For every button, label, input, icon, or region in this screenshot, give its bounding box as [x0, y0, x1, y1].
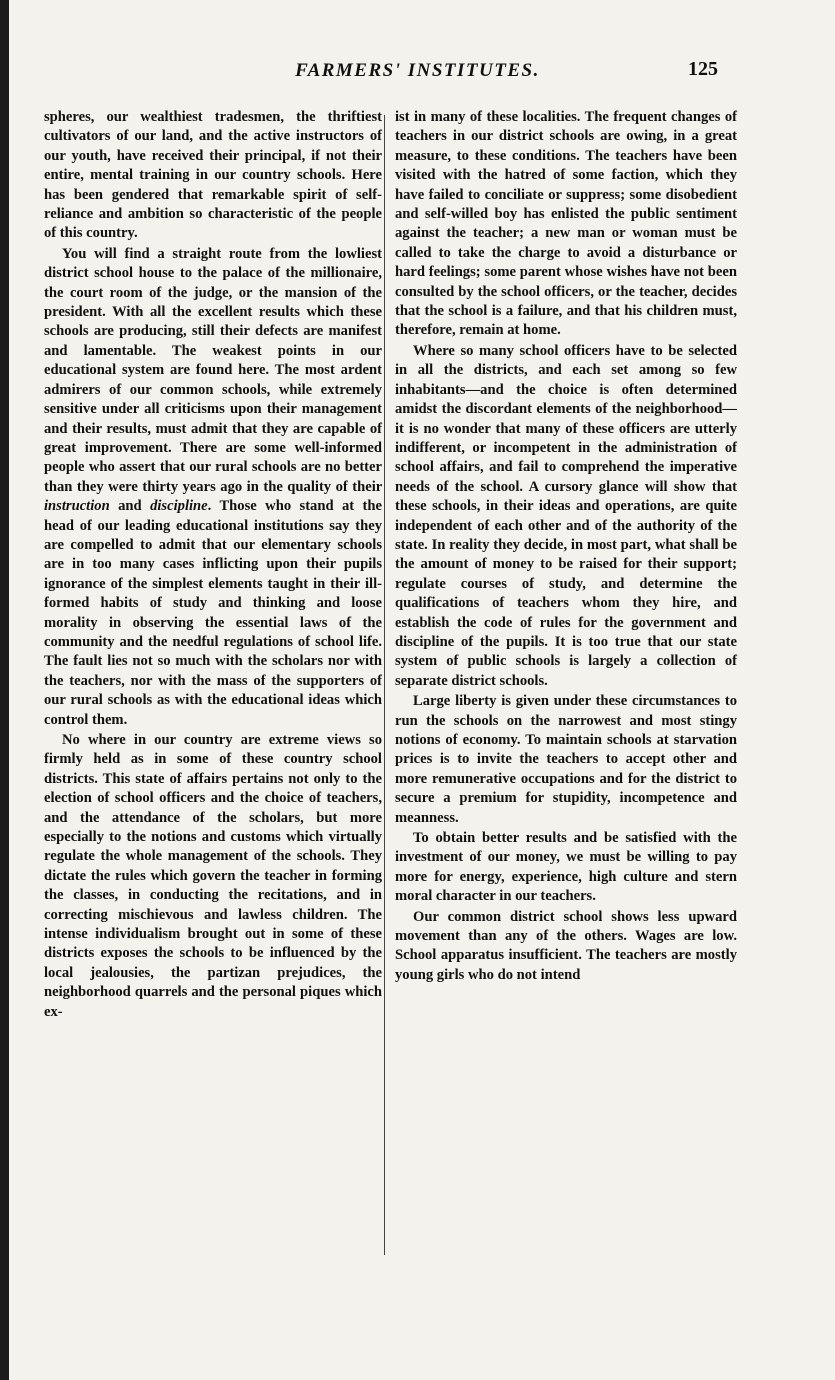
paragraph	[44, 245, 382, 730]
left-column	[44, 108, 382, 1022]
emphasis-text: discipline	[150, 498, 208, 515]
paragraph-text: You will find a straight route from the lowliest district school house to the palace of the millionaire, the court room of the judge, or the mansion of the president. With all the excellent results which these schools are producing, still their defects are manifest and lamentable. The weakest points in our educational system are found here. The most ardent admirers of our common schools, while extremely sensitive under all criticisms upon their management and their results, must admit that they are capable of great improvement. There are some well-informed people who assert that our rural schools are no better than they were thirty years ago in the quality of their	[44, 245, 382, 495]
paragraph: Where so many school officers have to be selected in all the districts, and each set among so few inhabitants—and the choice is often determined amidst the discordant elements of the neighborhood—it is no wonder that many of these officers are utterly indifferent, or incompetent in the administration of school affairs, and fail to comprehend the imperative needs of the school. A cursory glance will show that these schools, in their ideas and operations, are quite independent of each other and of the authority of the state. In reality they decide, in most part, what shall be the amount of money to be raised for their support; regulate courses of study, and determine the qualifications of teachers whom they hire, and establish the code of rules for the government and discipline of the pupils. It is too true that our state system of public schools is largely a collection of separate district schools.	[395, 342, 737, 689]
emphasis-text: instruction	[44, 498, 110, 515]
paragraph-text: . Those who stand at the head of our leading educational institutions say they are compelled to admit that our elementary schools are in too many cases inflicting upon their pupils ignorance of the simplest elements taught in their ill-formed habits of study and thinking and loose morality in observing the essential laws of the community and the needful regulations of school life. The fault lies not so much with the scholars nor with the teachers, nor with the mass of the supporters of our rural schools as with the educational ideas which control them.	[44, 498, 383, 728]
column-divider	[384, 115, 385, 1255]
paragraph: ist in many of these localities. The frequent changes of teachers in our district schools are owing, in a great measure, to these conditions. The teachers have been visited with the hatred of some faction, which they have failed to conciliate or suppress; some disobedient and self-willed boy has enlisted the public sentiment against the teacher; a new man or woman must be called to take the charge to avoid a disturbance or hard feelings; some parent whose wishes have not been consulted by the school officers, or the teacher, decides that the school is a failure, and that his children must, therefore, remain at home.	[395, 109, 737, 339]
right-column	[395, 108, 737, 985]
paragraph: To obtain better results and be satisfied with the investment of our money, we must be willing to pay more for energy, experience, high culture and stern moral character in our teachers.	[395, 830, 737, 905]
paragraph: Our common district school shows less upward movement than any of the others. Wages are low. School apparatus insufficient. The teachers are mostly young girls who do not intend	[395, 908, 737, 983]
page-number: 125	[688, 58, 718, 80]
running-header-title: FARMERS' INSTITUTES.	[295, 60, 540, 81]
page-binding-edge	[0, 0, 9, 1380]
paragraph-text: and	[118, 498, 142, 515]
paragraph: No where in our country are extreme views so firmly held as in some of these country school districts. This state of affairs pertains not only to the election of school officers and the choice of teachers, and the attendance of the scholars, but more especially to the notions and customs which virtually regulate the whole management of the schools. They dictate the rules which govern the teacher in forming the classes, in conducting the recitations, and in correcting mischievous and lawless children. The intense individualism brought out in some of these districts exposes the schools to be influenced by the local jealousies, the partizan prejudices, the neighborhood quarrels and the personal piques which ex-	[44, 732, 382, 1020]
paragraph: spheres, our wealthiest tradesmen, the thriftiest cultivators of our land, and the active instructors of our youth, have received their principal, if not their entire, mental training in our country schools. Here has been gendered that remarkable spirit of self-reliance and ambition so characteristic of the people of this country.	[44, 109, 382, 242]
paragraph: Large liberty is given under these circumstances to run the schools on the narrowest and most stingy notions of economy. To maintain schools at starvation prices is to invite the teachers to accept other and more remunerative occupations and for the district to secure a premium for stupidity, incompetence and meanness.	[395, 693, 737, 826]
